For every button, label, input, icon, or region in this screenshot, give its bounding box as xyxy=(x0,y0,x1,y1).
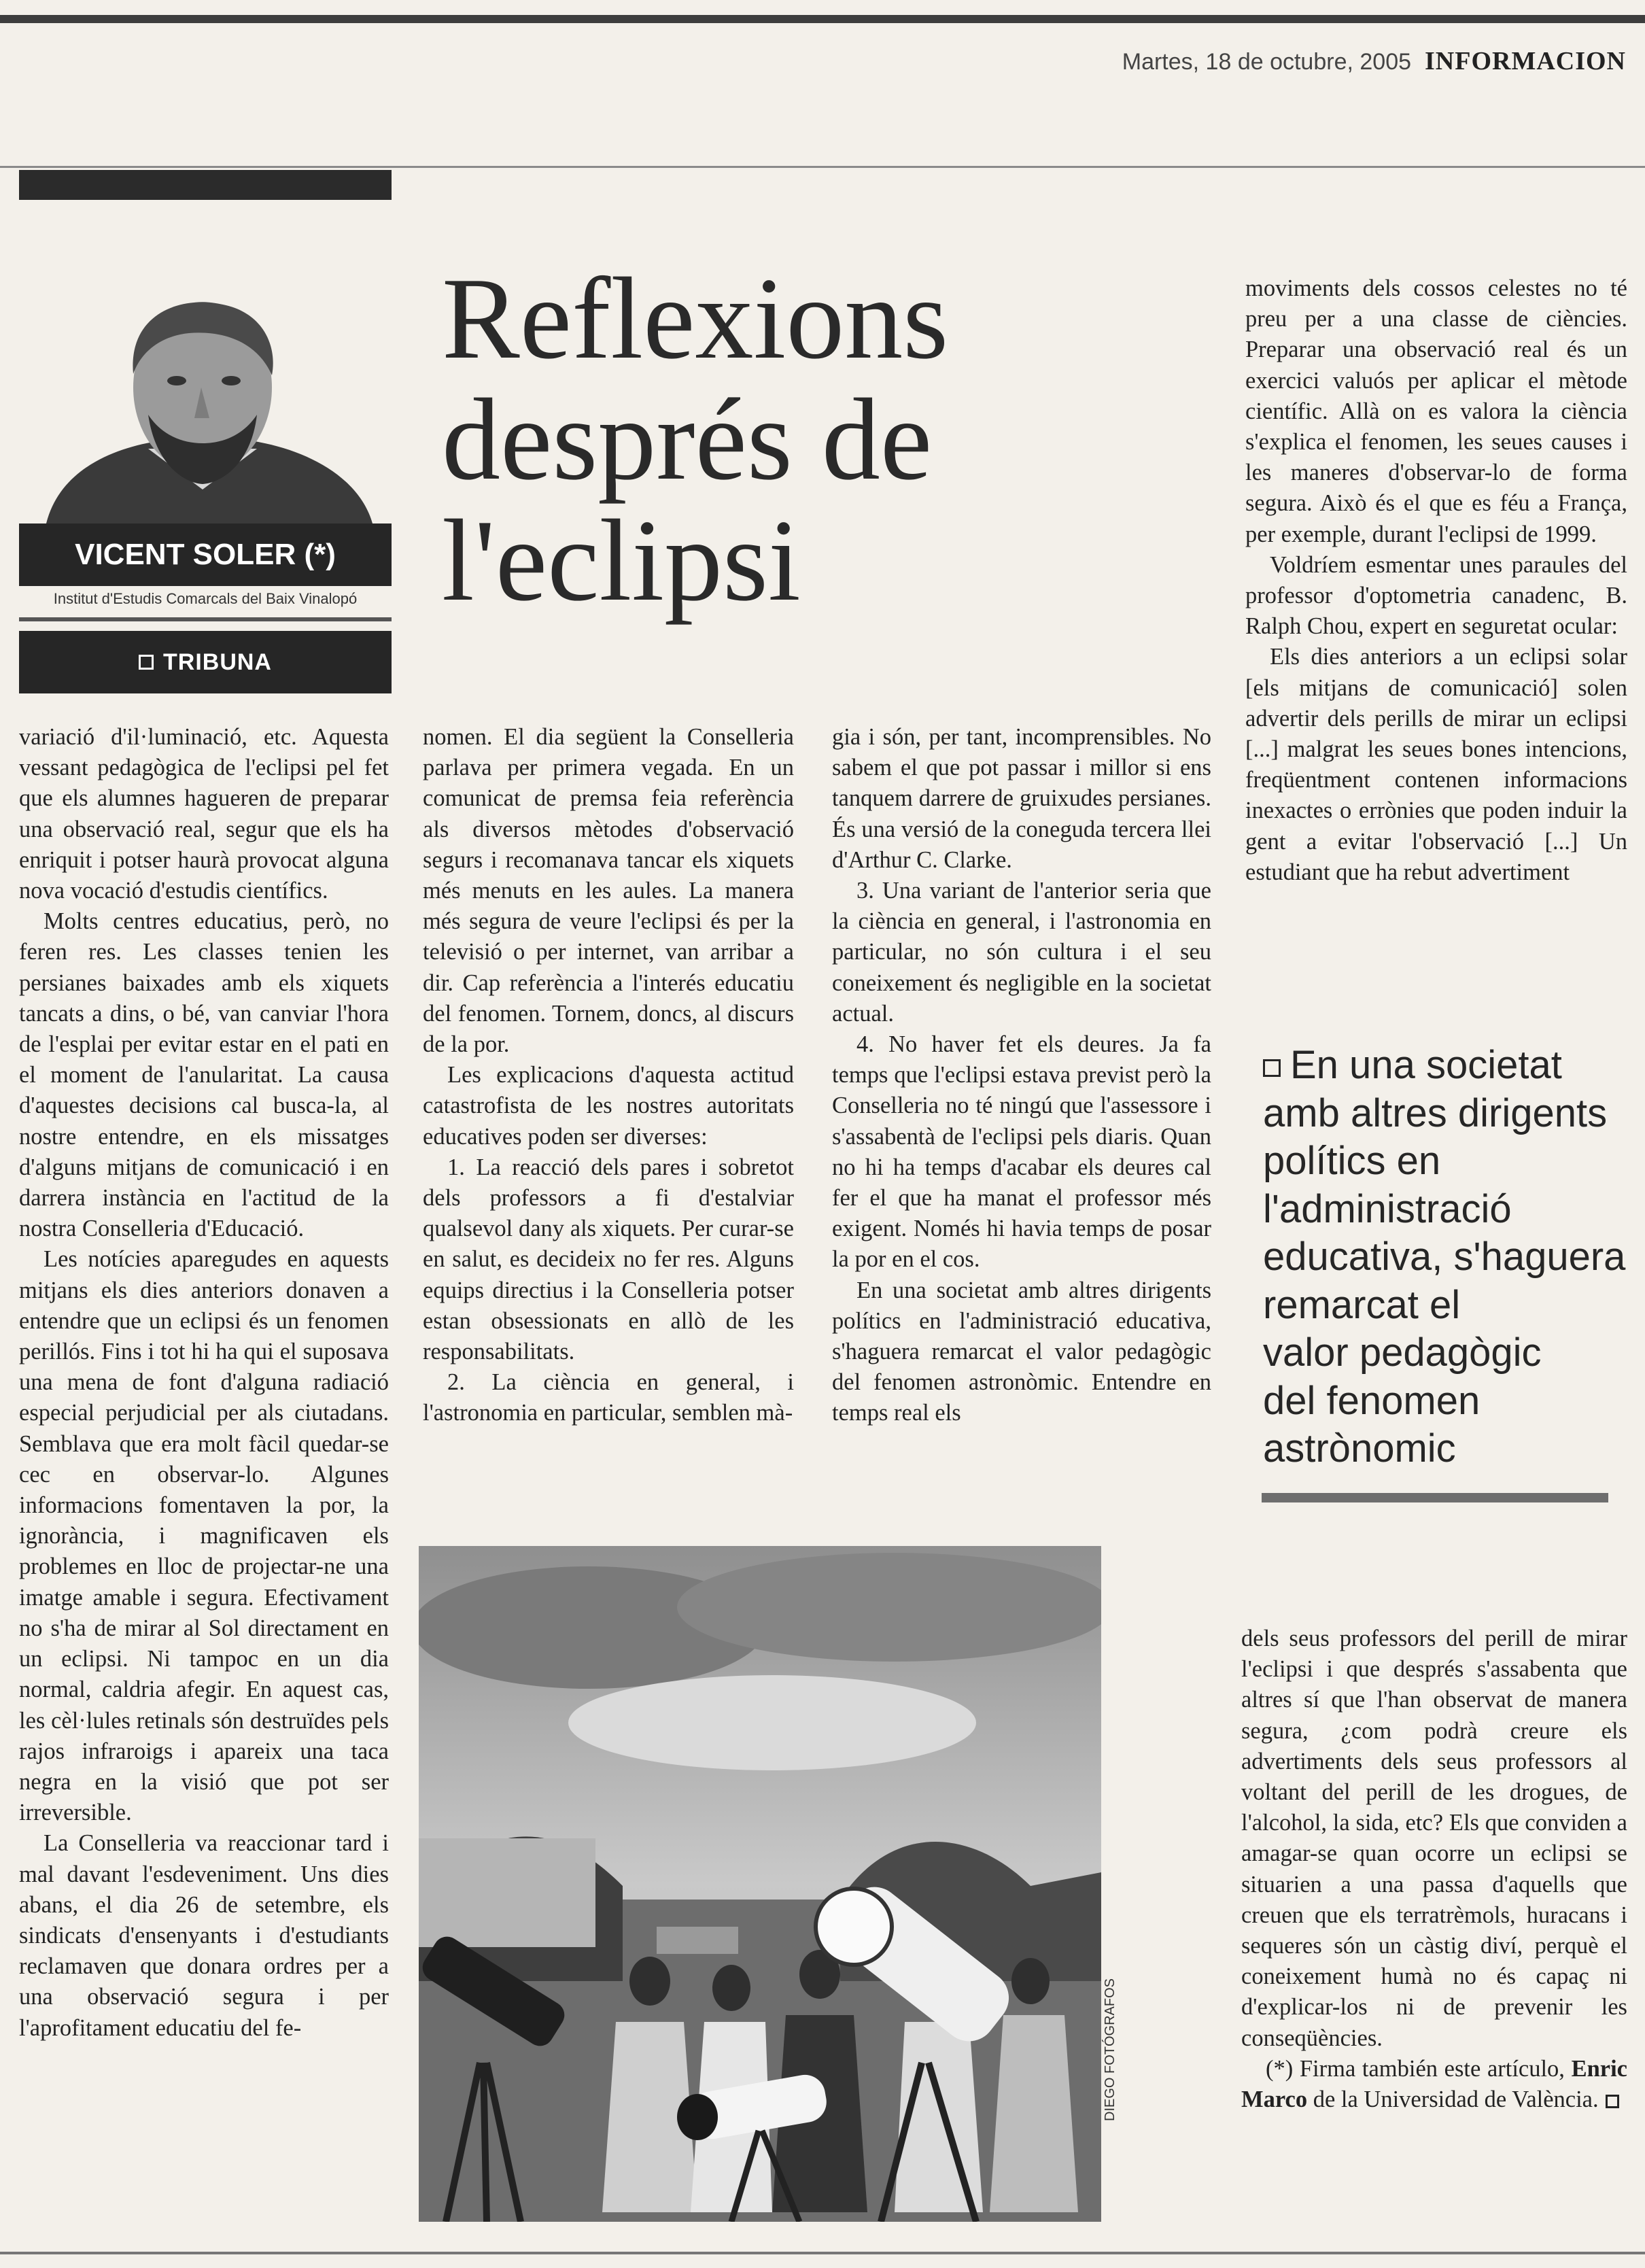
paragraph: variació d'il·luminació, etc. Aquesta vessant pedagògica de l'eclipsi pel fet que els alumnes hagueren de preparar una observació real, segur que els ha enriquit i potser haurà provocat alguna nova vocació d'estudis científics. xyxy=(19,724,389,904)
paragraph: Les notícies aparegudes en aquests mitjans els dies anteriors donaven a entendre que un eclipsi és un fenomen perillós. Fins i tot hi ha qui el suposava una mena de font d'alguna radiació especial perjudicial per als ciutadans. Semblava que era molt fàcil quedar-se cec en observar-lo. Algunes informacions fomentaven la por, la ignorància, i magnificaven els problemes en lloc de projectar-ne una imatge amable i segura. Efectivament no s'ha de mirar al Sol directament en un eclipsi. Ni tampoc en un dia normal, caldria afegir. En aquest cas, les cèl·lules retinals són destruïdes pels rajos infraroigs i apareix una taca negra en la visió que pot ser irreversible. xyxy=(19,1246,389,1826)
paragraph: 1. La reacció dels pares i sobretot dels professors a fi d'estalviar qualsevol dany als xiquets. Per curar-se en salut, es decideix no fer res. Alguns equips directius i la Conselleria potser estan obsessionats en allò de les responsabilitats. xyxy=(423,1154,794,1365)
institute-rule xyxy=(19,617,392,621)
paragraph: Les explicacions d'aquesta actitud catastrofista de les nostres autoritats educatives poden ser diverses: xyxy=(423,1062,794,1150)
paragraph: La Conselleria va reaccionar tard i mal davant l'esdeveniment. Uns dies abans, el dia 26 de setembre, els sindicats d'ensenyants i d'estudiants reclamaven que donara ordres per a una observació segura i per l'aprofitament educatiu del fe- xyxy=(19,1830,389,2041)
paragraph: nomen. El dia següent la Conselleria parlava per primera vegada. En un comunicat de premsa feia referència als diversos mètodes d'observació segurs i recomanava tancar els xiquets més menuts en les aules. La manera més segura de veure l'eclipsi és per la televisió o per internet, van arribar a dir. Cap referència a l'interés educatiu del fenomen. Tornem, doncs, al discurs de la por. xyxy=(423,724,794,1058)
pull-quote-line: l'administració xyxy=(1263,1186,1512,1231)
headline-line: l'eclipsi xyxy=(442,496,801,625)
author-institute: Institut d'Estudis Comarcals del Baix Vinalopó xyxy=(53,590,358,607)
article-column-1 xyxy=(19,722,389,2044)
headline-line: després de xyxy=(442,375,933,504)
pull-quote-line: educativa, s'haguera xyxy=(1263,1235,1626,1279)
eclipse-observation-photo xyxy=(419,1546,1101,2222)
issue-date: Martes, 18 de octubre, 2005 xyxy=(1122,49,1412,75)
author-portrait xyxy=(19,286,392,523)
footnote-suffix: de la Universidad de València. xyxy=(1313,2086,1599,2113)
header-rule xyxy=(0,166,1645,168)
author-name: VICENT SOLER (*) xyxy=(19,523,392,586)
square-bullet-icon xyxy=(139,655,154,670)
paragraph: Molts centres educatius, però, no feren res. Les classes tenien les persianes baixades amb els xiquets tancats a dins, o bé, van canviar l'hora de l'esplai per evitar estar en el pati en el moment de l'anularitat. La causa d'aquestes decisions cal busca-la, al nostre entendre, en els missatges d'alguns mitjans de comunicació i en darrera instància en l'actitud de la nostra Conselleria d'Educació. xyxy=(19,908,389,1242)
footnote xyxy=(1241,2054,1627,2115)
pull-quote-line: amb altres dirigents xyxy=(1263,1090,1608,1135)
paragraph: 2. La ciència en general, i l'astronomia en particular, semblen mà- xyxy=(423,1369,794,1426)
paragraph: gia i són, per tant, incomprensibles. No sabem el que pot passar i millor si ens tanquem darrere de gruixudes persianes. És una versió de la coneguda tercera llei d'Arthur C. Clarke. xyxy=(832,724,1211,873)
pull-quote-line: polítics en xyxy=(1263,1139,1441,1183)
headline-line: Reflexions xyxy=(442,254,949,383)
pull-quote-line: En una societat xyxy=(1290,1043,1562,1087)
coauthor-name: Enric Marco xyxy=(1241,2055,1627,2113)
pull-quote-line: astrònomic xyxy=(1263,1426,1456,1471)
newspaper-name: INFORMACION xyxy=(1425,47,1626,75)
pull-quote-rule xyxy=(1262,1493,1608,1502)
pull-quote-line: valor pedagògic xyxy=(1263,1330,1542,1375)
paragraph: Voldríem esmentar unes paraules del professor d'optometria canadenc, B. Ralph Chou, expert en seguretat ocular: xyxy=(1245,551,1627,640)
paragraph: 3. Una variant de l'anterior seria que la ciència en general, i l'astronomia en particular, no són cultura i el seu coneixement és negligible en la societat actual. xyxy=(832,878,1211,1027)
paragraph: En una societat amb altres dirigents polítics en l'administració educativa, s'haguera remarcat el valor pedagògic del fenomen astronòmic. Entendre en temps real els xyxy=(832,1277,1211,1426)
paragraph: moviments dels cossos celestes no té preu per a una classe de ciències. Preparar una observació real és un exercici valuós per aplicar el mètode científic. Allà on es valora la ciència s'explica el fenomen, les seues causes i les maneres d'observar-lo de forma segura. Això és el que es féu a França, per exemple, durant l'eclipsi de 1999. xyxy=(1245,275,1627,547)
paragraph: 4. No haver fet els deures. Ja fa temps que l'eclipsi estava previst però la Conselleria no té ningú que l'assessore i s'assabentà de l'eclipsi pels diaris. Quan no hi ha temps d'acabar els deures cal fer el que ha manat el professor més exigent. Només hi havia temps de posar la por en el cos. xyxy=(832,1031,1211,1273)
pull-quote-line: del fenomen xyxy=(1263,1378,1480,1423)
article-column-4-top xyxy=(1245,273,1627,888)
pull-quote-line: remarcat el xyxy=(1263,1282,1461,1327)
square-bullet-icon xyxy=(1263,1059,1281,1077)
footnote-prefix: (*) Firma también este artículo, xyxy=(1266,2055,1565,2082)
paragraph: Els dies anteriors a un eclipsi solar [els mitjans de comunicació] solen advertir dels perills de mirar un eclipsi [...] malgrat les seues bones intencions, freqüentment contenen informacions inexactes o errònies que poden induir la gent a evitar l'observació [...] Un estudiant que ha rebut advertiment xyxy=(1245,644,1627,885)
end-mark-icon xyxy=(1606,2095,1619,2108)
section-bar xyxy=(19,170,392,200)
top-rule xyxy=(0,15,1645,23)
photo-credit: DIEGO FOTÓGRAFOS xyxy=(1103,1978,1118,2121)
bottom-rule xyxy=(0,2252,1645,2254)
section-label xyxy=(19,631,392,693)
paragraph: dels seus professors del perill de mirar l'eclipsi i que després s'assabenta que altres sí que l'han observat de manera segura, ¿com podrà creure els advertiments dels seus professors al voltant del perill de les drogues, de l'alcohol, la sida, etc? Els que conviden a amagar-se quan ocorre un eclipsi se situarien a una passa d'aquells que creuen que els terratrèmols, huracans i sequeres són un càstig diví, perquè el coneixement humà no és capaç ni d'explicar-los ni de prevenir les conseqüències. xyxy=(1241,1626,1627,2051)
article-column-3 xyxy=(832,722,1211,1429)
article-column-2 xyxy=(423,722,794,1429)
pull-quote xyxy=(1263,1042,1626,1473)
article-column-4-bottom xyxy=(1241,1623,1627,2115)
dateline xyxy=(1122,46,1626,76)
section-label-text: TRIBUNA xyxy=(163,649,272,675)
headline xyxy=(442,254,958,625)
